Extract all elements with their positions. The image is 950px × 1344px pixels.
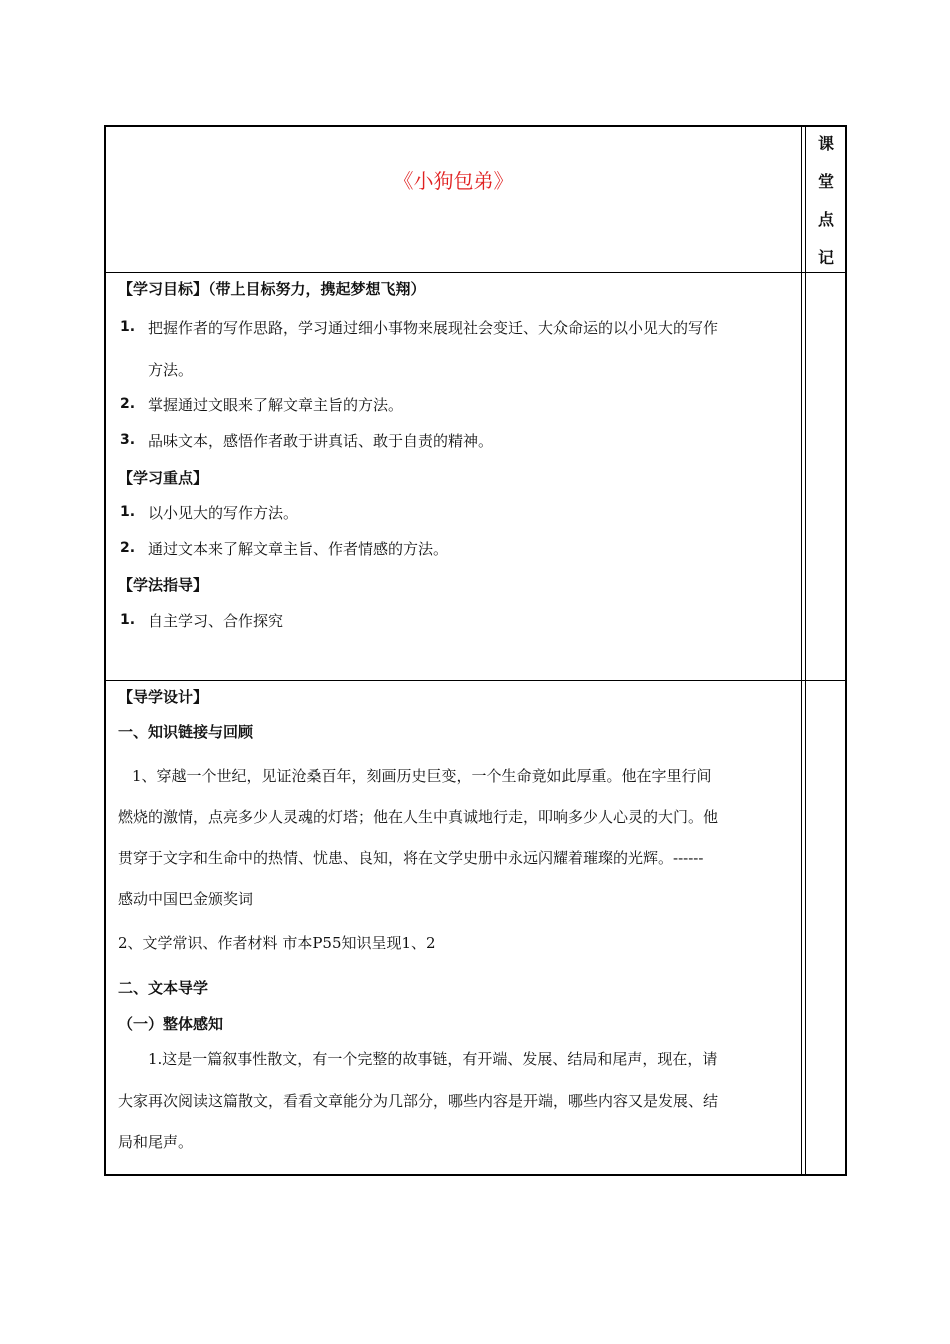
goal-text: 方法。 xyxy=(148,361,194,379)
paragraph-line: 2、文学常识、作者材料 市本P55知识呈现1、2 xyxy=(118,934,436,952)
side-label-char: 课 xyxy=(817,134,834,153)
side-label-char: 记 xyxy=(817,248,834,267)
section-heading: 一、知识链接与回顾 xyxy=(118,723,254,741)
key-point-text: 通过文本来了解文章主旨、作者情感的方法。 xyxy=(148,540,449,558)
paragraph-line: 1.这是一篇叙事性散文，有一个完整的故事链，有开端、发展、结局和尾声，现在，请 xyxy=(148,1050,718,1068)
paragraph-line: 燃烧的激情，点亮多少人灵魂的灯塔；他在人生中真诚地行走，叩响多少人心灵的大门。他 xyxy=(118,808,719,826)
goal-number: 3. xyxy=(120,432,136,448)
key-point-text: 以小见大的写作方法。 xyxy=(148,504,299,522)
key-point-number: 1. xyxy=(120,504,136,520)
method-text: 自主学习、合作探究 xyxy=(148,612,284,630)
paragraph-line: 局和尾声。 xyxy=(118,1133,194,1151)
paragraph-line: 感动中国巴金颁奖词 xyxy=(118,890,254,908)
goal-number: 2. xyxy=(120,396,136,412)
row-divider xyxy=(106,272,845,273)
goal-text: 把握作者的写作思路，学习通过细小事物来展现社会变迁、大众命运的以小见大的写作 xyxy=(148,319,719,337)
paragraph-line: 贯穿于文字和生命中的热情、忧患、良知，将在文学史册中永远闪耀着璀璨的光辉。------ xyxy=(118,849,704,867)
paragraph-line: 大家再次阅读这篇散文，看看文章能分为几部分，哪些内容是开端，哪些内容又是发展、结 xyxy=(118,1092,719,1110)
column-divider xyxy=(801,127,802,1174)
side-label-char: 点 xyxy=(817,210,834,229)
side-notes-label xyxy=(805,127,847,272)
goal-text: 品味文本，感悟作者敢于讲真话、敢于自责的精神。 xyxy=(148,432,494,450)
lesson-table xyxy=(104,125,847,1176)
method-number: 1. xyxy=(120,612,136,628)
design-heading: 【导学设计】 xyxy=(118,688,209,706)
key-point-number: 2. xyxy=(120,540,136,556)
subsection-heading: （一）整体感知 xyxy=(118,1015,224,1033)
goal-number: 1. xyxy=(120,319,136,335)
goals-heading: 【学习目标】（带上目标努力，携起梦想飞翔） xyxy=(118,280,426,298)
row-divider xyxy=(106,680,845,681)
side-label-char: 堂 xyxy=(817,172,834,191)
method-heading: 【学法指导】 xyxy=(118,576,209,594)
column-divider xyxy=(805,127,806,1174)
paragraph-line: 1、穿越一个世纪，见证沧桑百年，刻画历史巨变，一个生命竟如此厚重。他在字里行间 xyxy=(132,767,712,785)
section-heading: 二、文本导学 xyxy=(118,979,209,997)
key-points-heading: 【学习重点】 xyxy=(118,469,209,487)
page-title: 《小狗包弟》 xyxy=(393,169,514,193)
goal-text: 掌握通过文眼来了解文章主旨的方法。 xyxy=(148,396,404,414)
